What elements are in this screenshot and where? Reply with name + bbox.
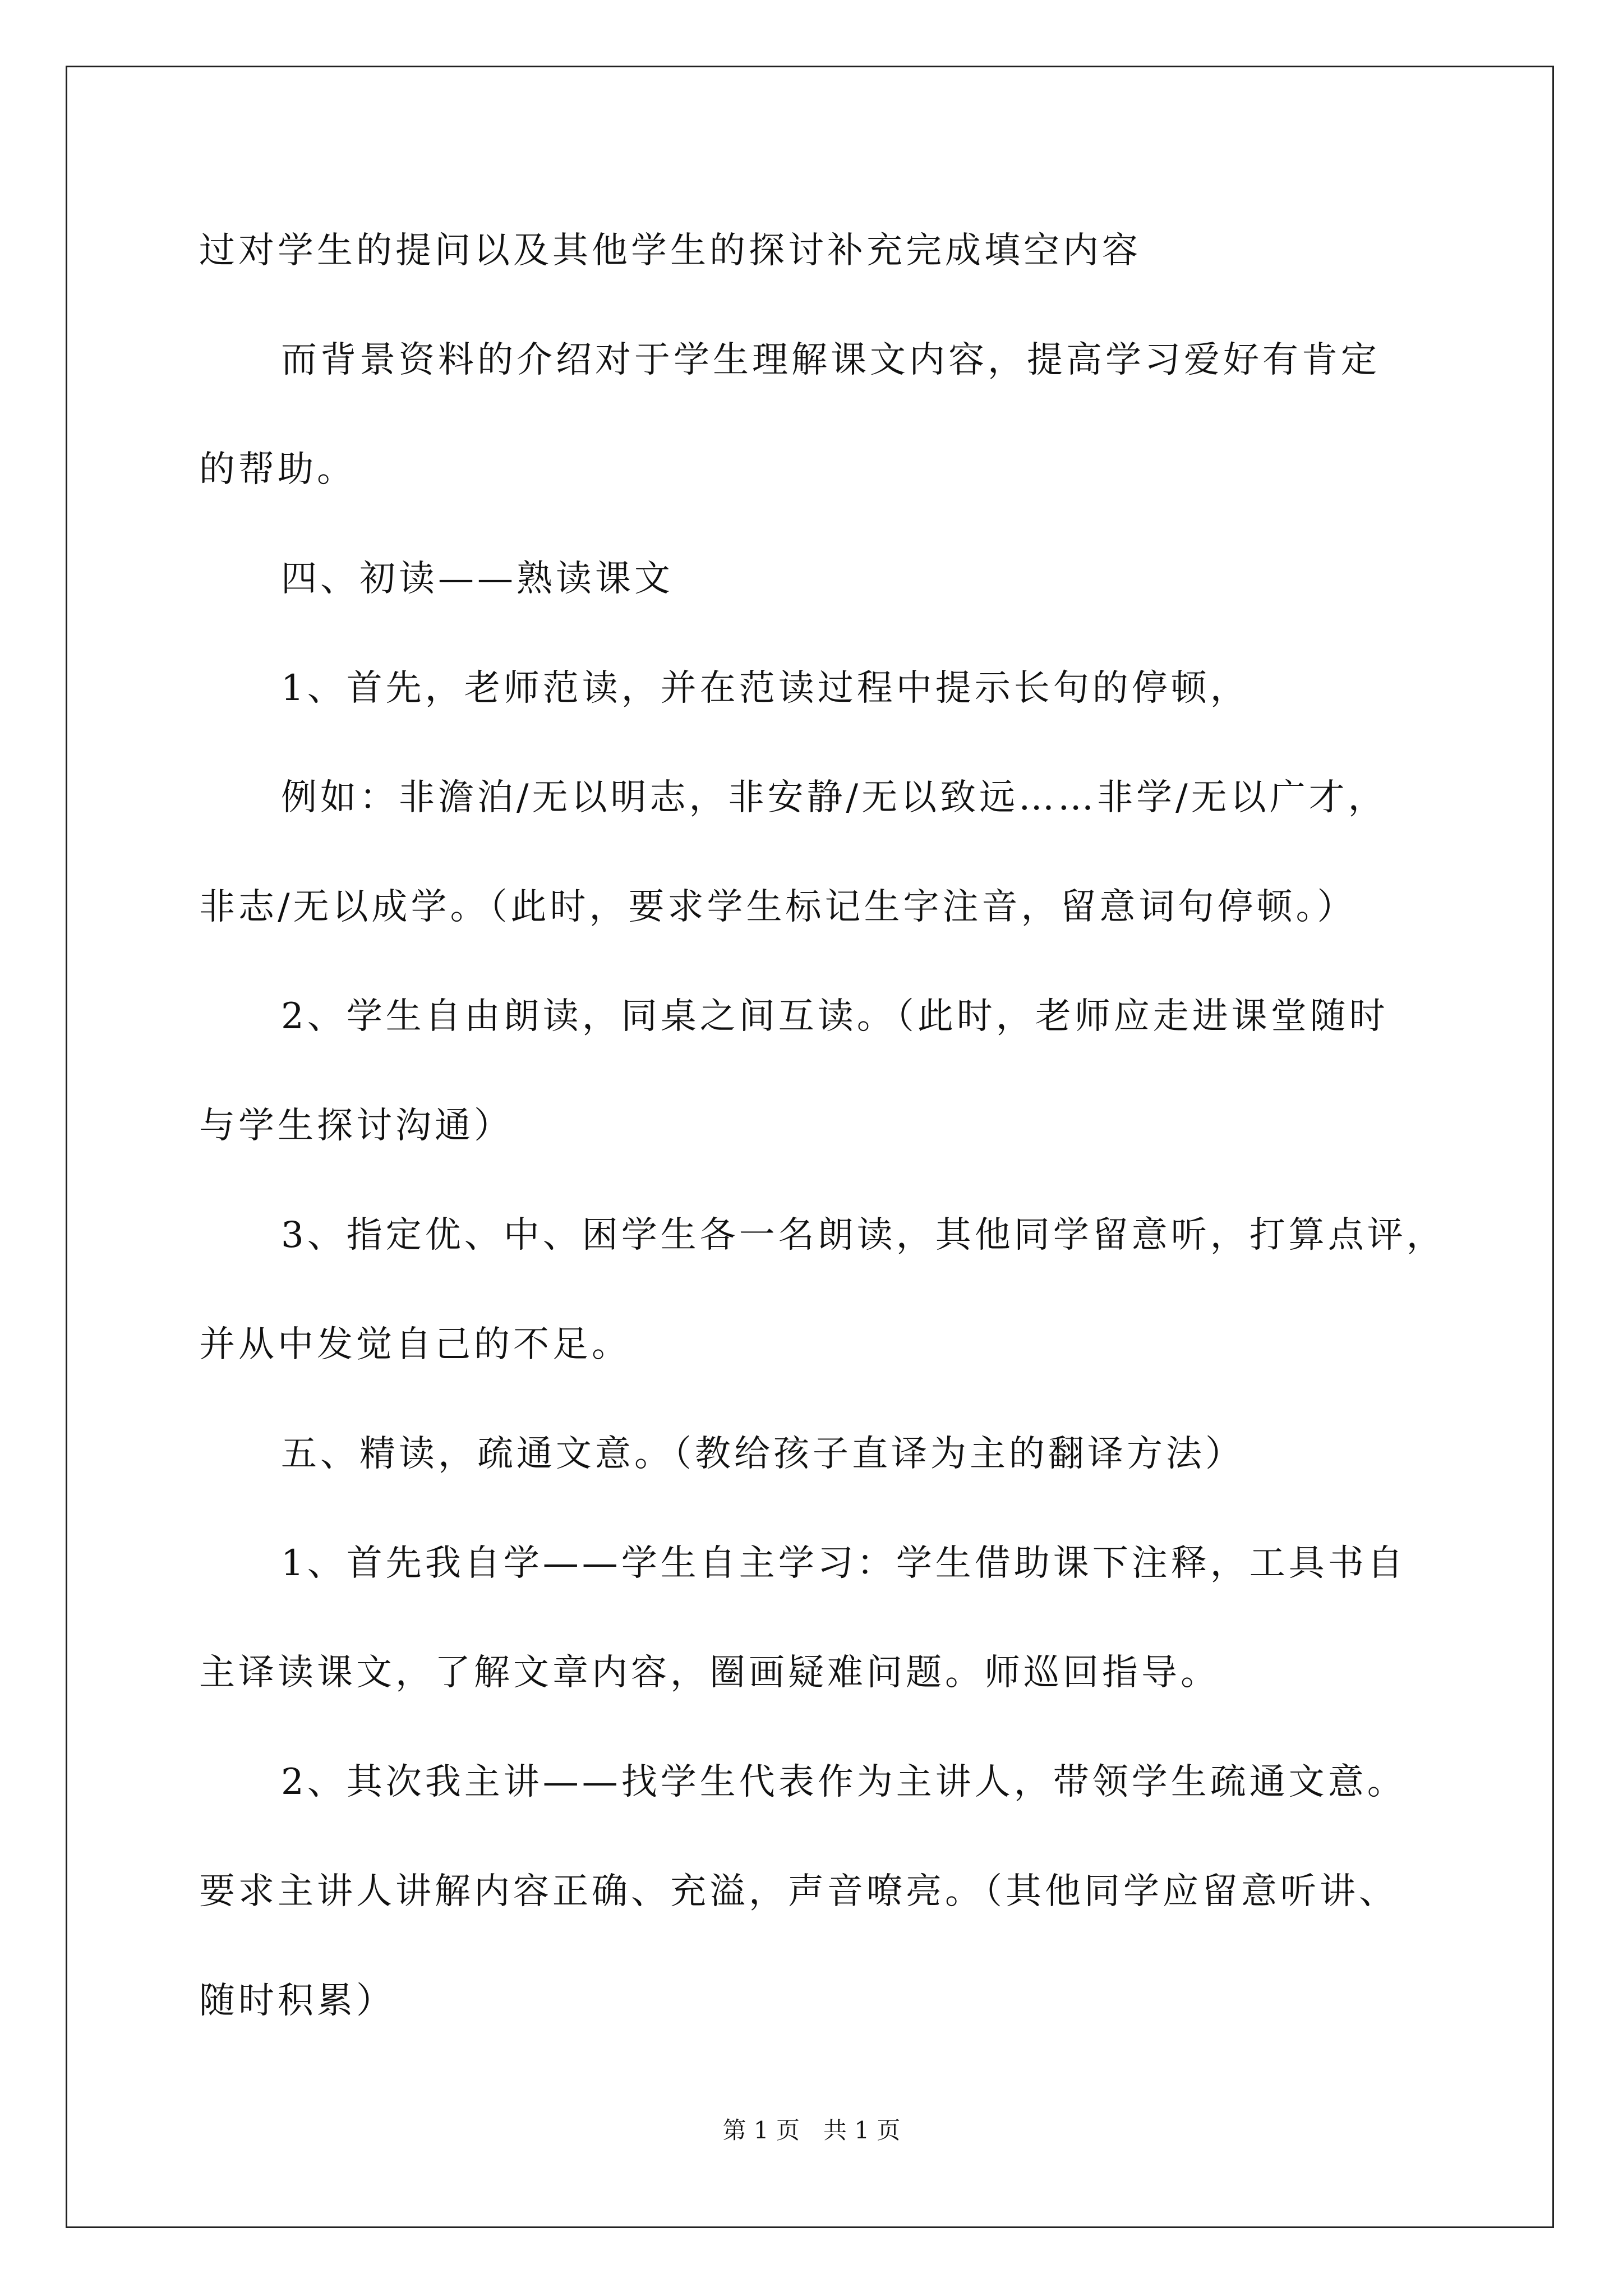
text-line: 与学生探讨沟通） bbox=[199, 1105, 513, 1147]
text-line: 要求主讲人讲解内容正确、充溢，声音嘹亮。（其他同学应留意听讲、 bbox=[199, 1871, 1398, 1912]
text-line: 3、指定优、中、困学生各一名朗读，其他同学留意听，打算点评， bbox=[281, 1214, 1446, 1256]
text-line: 主译读课文，了解文章内容，圈画疑难问题。师巡回指导。 bbox=[199, 1652, 1220, 1694]
text-line: 非志/无以成学。（此时，要求学生标记生字注音，留意词句停顿。） bbox=[199, 886, 1357, 928]
section-heading: 四、初读——熟读课文 bbox=[281, 558, 674, 600]
text-line: 2、学生自由朗读，同桌之间互读。（此时，老师应走进课堂随时 bbox=[281, 996, 1389, 1037]
text-line: 例如：非澹泊/无以明志，非安静/无以致远……非学/无以广才， bbox=[281, 777, 1387, 818]
text-line: 并从中发觉自己的不足。 bbox=[199, 1324, 631, 1365]
text-line: 过对学生的提问以及其他学生的探讨补充完成填空内容 bbox=[199, 230, 1141, 272]
text-line: 1、首先我自学——学生自主学习：学生借助课下注释，工具书自 bbox=[281, 1543, 1407, 1584]
text-line: 随时积累） bbox=[199, 1980, 395, 2022]
text-line: 的帮助。 bbox=[199, 449, 356, 490]
section-heading: 五、精读，疏通文意。（教给孩子直译为主的翻译方法） bbox=[281, 1433, 1244, 1475]
page-number: 第 1 页 共 1 页 bbox=[722, 2116, 901, 2144]
text-line: 1、首先，老师范读，并在范读过程中提示长句的停顿， bbox=[281, 668, 1249, 709]
text-line: 而背景资料的介绍对于学生理解课文内容，提高学习爱好有肯定 bbox=[281, 339, 1380, 381]
text-line: 2、其次我主讲——找学生代表作为主讲人，带领学生疏通文意。 bbox=[281, 1761, 1407, 1803]
